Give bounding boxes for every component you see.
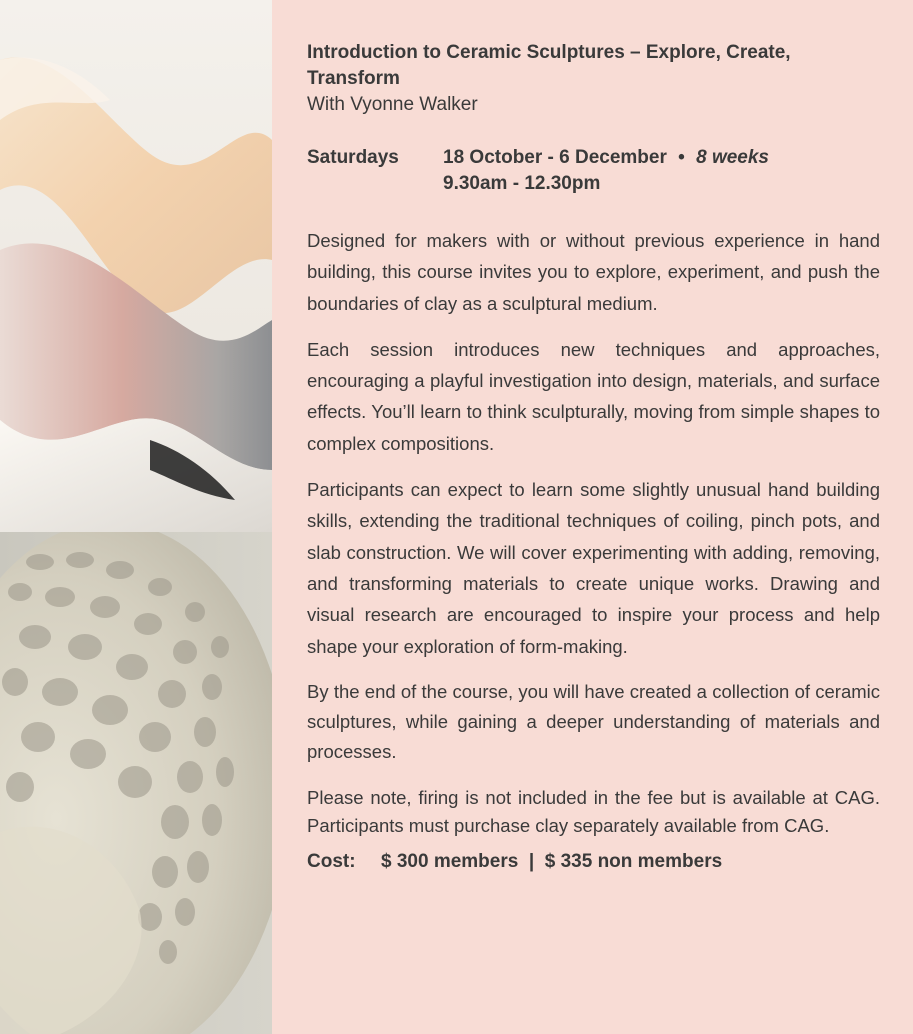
image-column xyxy=(0,0,272,1034)
description-paragraph-3: Participants can expect to learn some slightly unusual hand building skills, extending the traditional techniques of coiling, pinch pots, and slab construction. We will cover experimenting with adding, removing, and transforming materials to create unique works. Drawing and visual research are encouraged to inspire your process and help shape your exploration of form-making. xyxy=(307,479,880,657)
cost-line xyxy=(307,849,880,875)
ceramic-sphere-image xyxy=(0,532,272,1034)
schedule-duration: 8 weeks xyxy=(696,147,769,168)
description-paragraph-2: Each session introduces new techniques and approaches, encouraging a playful investigation into design, materials, and surface effects. You’ll learn to think sculpturally, moving from simple shapes to complex compositions. xyxy=(307,338,880,454)
firing-note: Please note, firing is not included in the fee but is available at CAG. Participants must purchase clay separately available from CAG. xyxy=(307,787,880,836)
schedule-details xyxy=(443,145,769,197)
schedule-day: Saturdays xyxy=(307,147,399,168)
bullet-separator: • xyxy=(678,147,685,168)
description-paragraph-4: By the end of the course, you will have created a collection of ceramic sculptures, while gaining a deeper understanding of materials and processes. xyxy=(307,680,880,763)
instructor-name: With Vyonne Walker xyxy=(307,94,478,115)
schedule-dates: 18 October - 6 December xyxy=(443,147,667,168)
schedule-time: 9.30am - 12.30pm xyxy=(443,173,601,194)
course-content xyxy=(307,40,880,875)
cost-label: Cost: xyxy=(307,851,356,873)
schedule xyxy=(307,145,880,197)
description-paragraph-1: Designed for makers with or without previous experience in hand building, this course invites you to explore, experiment, and push the boundaries of clay as a sculptural medium. xyxy=(307,230,880,314)
course-title: Introduction to Ceramic Sculptures – Explore, Create, Transform xyxy=(307,42,791,89)
ceramic-wave-image xyxy=(0,0,272,532)
cost-value: $ 300 members | $ 335 non members xyxy=(381,851,723,873)
